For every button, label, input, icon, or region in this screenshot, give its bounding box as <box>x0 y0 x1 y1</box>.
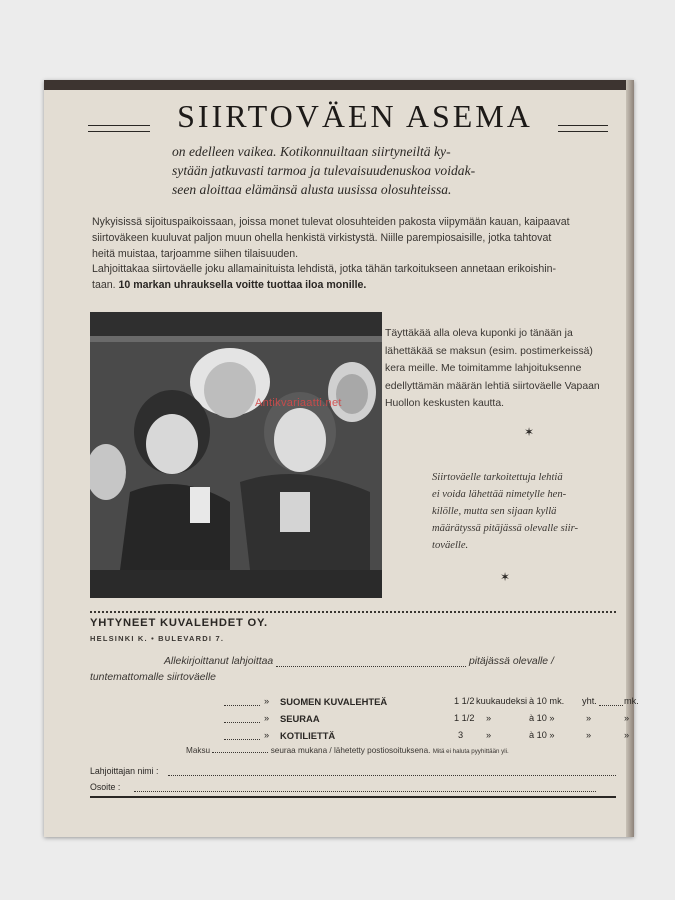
headline-block <box>88 98 608 138</box>
lead-line: sytään jatkuvasti tarmoa ja tulevaisuudenuskoa voidak- <box>172 163 476 178</box>
body-line: siirtoväkeen kuuluvat paljon muun ohella henkistä virkistystä. Niille parempiosaisille, jotka tahtovat <box>92 232 552 244</box>
payment-amount-field[interactable] <box>212 752 268 753</box>
donation-recipient: tuntemattomalle siirtoväelle <box>90 672 216 683</box>
months-unit: » <box>486 730 492 740</box>
currency-unit: » <box>624 730 630 740</box>
lead-text <box>172 142 572 199</box>
order-row-suomen-kuvalehti <box>224 696 639 710</box>
quantity-field[interactable] <box>224 730 260 740</box>
body-paragraph-2 <box>92 261 592 293</box>
company-name: YHTYNEET KUVALEHDET OY. <box>90 617 268 629</box>
note-line: ei voida lähettää nimetylle hen- <box>432 489 567 500</box>
currency-unit: » <box>624 713 630 723</box>
total-label: » <box>586 713 592 723</box>
instruction-line: Täyttäkää alla oleva kuponki jo tänään ja <box>385 328 573 339</box>
top-border-rule <box>44 80 634 90</box>
donor-address-row <box>90 782 120 792</box>
quantity-field[interactable] <box>224 696 260 706</box>
donor-name-field[interactable] <box>168 775 616 776</box>
donor-name-row <box>90 766 158 776</box>
unit-price: à 10 mk. <box>529 696 565 706</box>
form-label: Allekirjoittanut lahjoittaa <box>164 656 274 667</box>
months-value: 1 1/2 <box>454 713 475 723</box>
donor-name-label: Lahjoittajan nimi : <box>90 766 159 776</box>
delivery-note <box>432 469 616 554</box>
body-paragraph-1 <box>92 214 592 262</box>
lead-line: seen aloittaa elämänsä alusta uusissa olosuhteissa. <box>172 182 452 197</box>
donor-address-field[interactable] <box>134 791 596 792</box>
body-line <box>92 277 592 293</box>
strike-through-note: Mitä ei haluta pyyhittään yli. <box>432 748 509 755</box>
lead-line: on edelleen vaikea. Kotikonnuiltaan siirtyneiltä ky- <box>172 144 451 159</box>
children-photo <box>90 312 382 598</box>
product-name: KOTILIETTÄ <box>280 730 336 741</box>
instruction-line: kera meille. Me toimitamme lahjoituksenne <box>385 363 582 375</box>
order-row-kotiliesi <box>224 730 630 744</box>
quantity-field[interactable] <box>224 713 260 723</box>
months-value: 1 1/2 <box>454 696 475 706</box>
months-unit: kuukaudeksi <box>476 696 528 706</box>
instruction-line: edellyttämän määrän lehtiä siirtoväelle Vapaan <box>385 380 600 392</box>
site-watermark: Antikvariaatti.net <box>255 397 342 409</box>
currency-unit: mk. <box>624 696 639 706</box>
page-headline: SIIRTOVÄEN ASEMA <box>177 98 533 134</box>
company-address: HELSINKI K. • BULEVARDI 7. <box>90 634 225 643</box>
payment-method-text: seuraa mukana / lähetetty postiosoituksena. <box>270 746 431 755</box>
bottom-rule <box>90 796 616 798</box>
emphasis-text: 10 markan uhrauksella voitte tuottaa iloa monille. <box>118 279 367 291</box>
payment-line <box>186 746 509 755</box>
instruction-line: lähettäkää se maksun (esim. postimerkeissä) <box>385 345 593 357</box>
product-name: SUOMEN KUVALEHTEÄ <box>280 696 388 707</box>
total-label: yht. <box>582 696 597 706</box>
note-line: Siirtoväelle tarkoitettuja lehtiä <box>432 472 563 483</box>
instruction-line: Huollon keskusten kautta. <box>385 398 504 410</box>
months-value: 3 <box>458 730 464 740</box>
body-line: Nykyisissä sijoituspaikoissaan, joissa monet tulevat olosuhteiden pakosta viipymään kauan, kaipaavat <box>92 216 570 228</box>
total-label: » <box>586 730 592 740</box>
magazine-page <box>44 80 639 837</box>
order-row-seura <box>224 713 630 727</box>
note-line: kilölle, mutta sen sijaan kyllä <box>432 506 557 517</box>
body-line: heitä muistaa, tarjoamme siihen tilaisuuden. <box>92 248 299 260</box>
headline-rule-right <box>558 125 608 132</box>
unit-price: à 10 » <box>529 730 555 740</box>
form-label: pitäjässä olevalle / <box>468 656 554 667</box>
product-name: SEURAA <box>280 713 320 724</box>
ditto-mark: » <box>264 696 270 706</box>
star-ornament-icon: ✶ <box>524 425 535 439</box>
note-line: määrätyssä pitäjässä olevalle siir- <box>432 523 579 534</box>
total-field[interactable] <box>599 696 623 706</box>
body-line: Lahjoittakaa siirtoväelle joku allamainituista lehdistä, jotka tähän tarkoitukseen annetaan erikoishin- <box>92 263 557 275</box>
donation-statement <box>164 656 624 667</box>
coupon-cut-line <box>90 611 616 613</box>
note-line: toväelle. <box>432 540 469 551</box>
donor-address-label: Osoite : <box>90 782 121 792</box>
star-ornament-icon: ✶ <box>500 570 511 584</box>
ditto-mark: » <box>264 730 270 740</box>
payment-label: Maksu <box>186 746 211 755</box>
headline-rule-left <box>88 125 150 132</box>
unit-price: à 10 » <box>529 713 555 723</box>
parish-field[interactable] <box>276 666 466 667</box>
ditto-mark: » <box>264 713 270 723</box>
months-unit: » <box>486 713 492 723</box>
coupon-instructions <box>385 325 616 413</box>
page-edge-shadow <box>626 80 634 837</box>
body-line-start: taan. <box>92 279 116 291</box>
